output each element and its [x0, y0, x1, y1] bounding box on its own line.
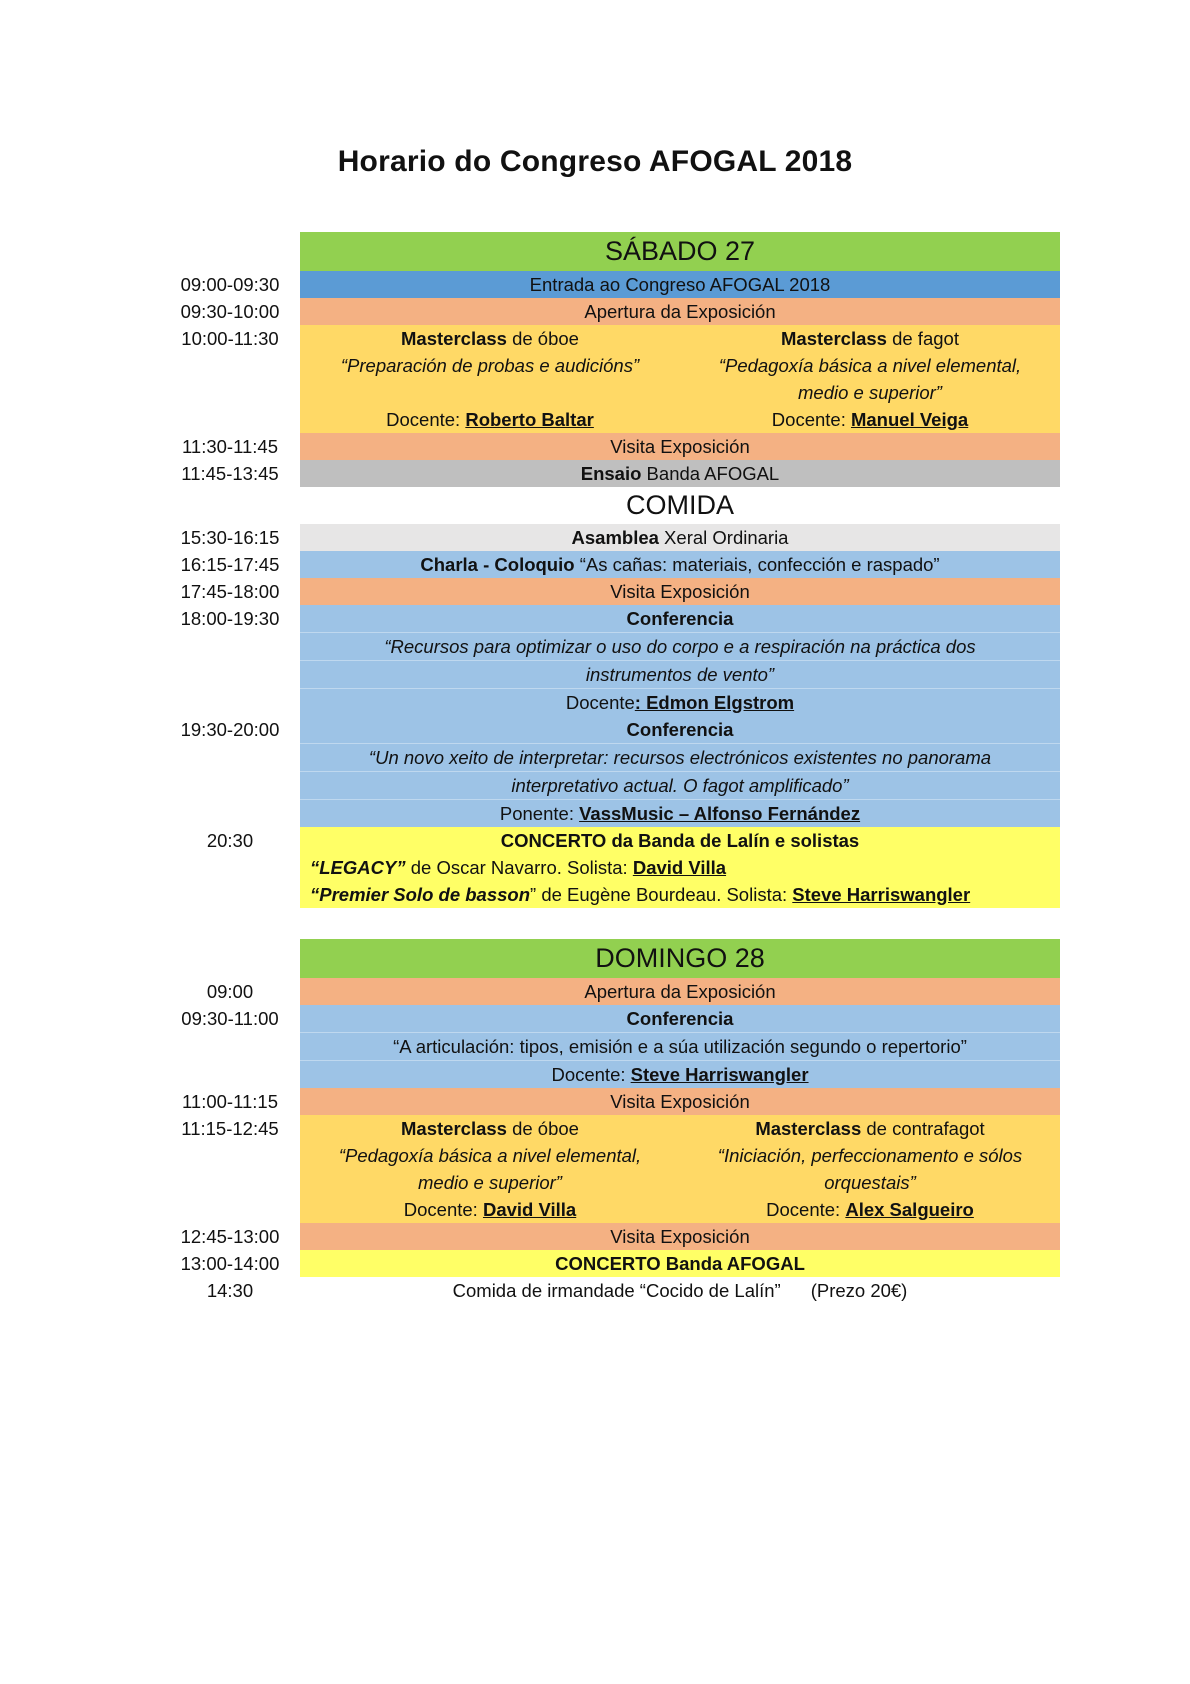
masterclass-quote: “Iniciación, perfeccionamento e sólos [717, 1145, 1023, 1166]
docente-label: Docente: [551, 1064, 631, 1085]
comida-heading: COMIDA [300, 487, 1060, 524]
conferencia-quote: “A articulación: tipos, emisión e a súa utilización segundo o repertorio” [393, 1036, 967, 1057]
piece-text: de Oscar Navarro. Solista: [405, 857, 633, 878]
masterclass-quote: medio e superior” [798, 382, 942, 403]
schedule-row [160, 1005, 1060, 1088]
schedule-row [160, 716, 1060, 827]
schedule-row [160, 605, 1060, 716]
docente-label: Docente [565, 692, 635, 713]
schedule-row [160, 827, 1060, 908]
schedule-row [160, 978, 1060, 1005]
time-slot: 12:45-13:00 [180, 1226, 280, 1247]
instrument-text: de óboe [506, 1118, 579, 1139]
soloist-name: David Villa [632, 857, 727, 878]
schedule-row [160, 1250, 1060, 1277]
event-masterclass [300, 1115, 1060, 1223]
ensaio-label: Ensaio [580, 463, 642, 484]
asamblea-label: Asamblea [571, 527, 659, 548]
time-slot: 15:30-16:15 [180, 527, 280, 548]
event-masterclass [300, 325, 1060, 433]
schedule-row [160, 578, 1060, 605]
time-slot: 18:00-19:30 [180, 608, 280, 629]
time-slot: 11:00-11:15 [181, 1091, 278, 1112]
masterclass-quote: orquestais” [824, 1172, 916, 1193]
masterclass-label: Masterclass [755, 1118, 862, 1139]
instrument-text: de contrafagot [861, 1118, 985, 1139]
schedule-row [160, 1277, 1060, 1304]
piece-title: “Premier Solo de basson [310, 884, 531, 905]
ponente-name: VassMusic – Alfonso Fernández [579, 803, 861, 824]
masterclass-quote: “Pedagoxía básica a nivel elemental, [718, 355, 1022, 376]
schedule-row [160, 298, 1060, 325]
ponente-label: Ponente: [499, 803, 580, 824]
docente-label: Docente: [403, 1199, 483, 1220]
time-slot: 17:45-18:00 [180, 581, 280, 602]
time-slot: 14:30 [206, 1280, 254, 1301]
concerto-heading: CONCERTO da Banda de Lalín e solistas [500, 830, 860, 851]
event-conferencia [300, 1005, 1060, 1088]
docente-name: Alex Salgueiro [845, 1199, 974, 1220]
comida-price: (Prezo 20€) [810, 1280, 908, 1301]
event-asamblea [300, 524, 1060, 551]
masterclass-quote: “Preparación de probas e audicións” [340, 355, 640, 376]
docente-name: Steve Harriswangler [630, 1064, 809, 1085]
day-heading-row [160, 939, 1060, 978]
day-heading: DOMINGO 28 [300, 939, 1060, 978]
saturday-schedule [160, 232, 1060, 908]
conferencia-quote: interpretativo actual. O fagot amplificado” [511, 775, 849, 796]
event-charla [300, 551, 1060, 578]
event-comida [300, 1277, 1060, 1304]
charla-label: Charla - Coloquio [420, 554, 575, 575]
masterclass-oboe [300, 325, 680, 433]
time-slot: 11:30-11:45 [181, 436, 278, 457]
schedule-row [160, 1223, 1060, 1250]
event-ensaio [300, 460, 1060, 487]
schedule-row [160, 271, 1060, 298]
piece-title: “LEGACY” [310, 857, 406, 878]
page-title: Horario do Congreso AFOGAL 2018 [337, 145, 853, 178]
time-slot: 11:15-12:45 [181, 1118, 279, 1139]
event-visita: Visita Exposición [300, 1088, 1060, 1115]
day-heading-row [160, 232, 1060, 271]
comida-row [160, 487, 1060, 524]
schedule-row [160, 325, 1060, 433]
docente-name: Roberto Baltar [465, 409, 594, 430]
soloist-name: Steve Harriswangler [792, 884, 971, 905]
time-slot: 20:30 [206, 830, 254, 851]
ensaio-text: Banda AFOGAL [641, 463, 780, 484]
time-slot: 13:00-14:00 [180, 1253, 280, 1274]
masterclass-contrafagot [680, 1115, 1060, 1223]
conferencia-label: Conferencia [626, 1008, 734, 1029]
event-visita: Visita Exposición [300, 433, 1060, 460]
docente-label: Docente: [386, 409, 466, 430]
instrument-text: de fagot [886, 328, 959, 349]
sunday-schedule [160, 939, 1060, 1304]
instrument-text: de óboe [506, 328, 579, 349]
event-visita: Visita Exposición [300, 578, 1060, 605]
schedule-row [160, 1115, 1060, 1223]
time-slot: 09:00 [206, 981, 254, 1002]
masterclass-fagot [680, 325, 1060, 433]
masterclass-quote: medio e superior” [418, 1172, 562, 1193]
masterclass-label: Masterclass [781, 328, 887, 349]
time-slot: 19:30-20:00 [180, 719, 280, 740]
docente-name: Manuel Veiga [850, 409, 969, 430]
docente-name: : Edmon Elgstrom [634, 692, 795, 713]
schedule-row [160, 460, 1060, 487]
schedule-row [160, 433, 1060, 460]
docente-label: Docente: [766, 1199, 846, 1220]
asamblea-text: Xeral Ordinaria [658, 527, 789, 548]
event-entrada: Entrada ao Congreso AFOGAL 2018 [300, 271, 1060, 298]
conferencia-quote: “Un novo xeito de interpretar: recursos electrónicos existentes no panorama [368, 747, 992, 768]
event-visita: Visita Exposición [300, 1223, 1060, 1250]
masterclass-oboe [300, 1115, 680, 1223]
time-slot: 09:30-10:00 [180, 301, 280, 322]
piece-text: ” de Eugène Bourdeau. Solista: [530, 884, 793, 905]
event-concerto [300, 1250, 1060, 1277]
conferencia-quote: instrumentos de vento” [585, 664, 775, 685]
schedule-row [160, 551, 1060, 578]
schedule-row [160, 524, 1060, 551]
masterclass-label: Masterclass [401, 1118, 507, 1139]
conferencia-label: Conferencia [626, 608, 734, 629]
event-conferencia [300, 605, 1060, 716]
charla-text: “As cañas: materiais, confección e raspado” [574, 554, 940, 575]
masterclass-quote: “Pedagoxía básica a nivel elemental, [338, 1145, 642, 1166]
time-slot: 09:30-11:00 [181, 1008, 279, 1029]
docente-name: David Villa [482, 1199, 577, 1220]
time-slot: 11:45-13:45 [181, 463, 279, 484]
conferencia-label: Conferencia [626, 719, 734, 740]
day-heading: SÁBADO 27 [300, 232, 1060, 271]
event-apertura: Apertura da Exposición [300, 978, 1060, 1005]
event-concerto [300, 827, 1060, 908]
time-slot: 09:00-09:30 [180, 274, 280, 295]
time-slot: 16:15-17:45 [180, 554, 280, 575]
docente-label: Docente: [771, 409, 851, 430]
masterclass-label: Masterclass [401, 328, 507, 349]
event-apertura: Apertura da Exposición [300, 298, 1060, 325]
conferencia-quote: “Recursos para optimizar o uso do corpo e a respiración na práctica dos [384, 636, 976, 657]
event-conferencia [300, 716, 1060, 827]
concerto-heading: CONCERTO Banda AFOGAL [555, 1253, 805, 1274]
comida-text: Comida de irmandade “Cocido de Lalín” [452, 1280, 781, 1301]
time-slot: 10:00-11:30 [181, 328, 279, 349]
schedule-row [160, 1088, 1060, 1115]
